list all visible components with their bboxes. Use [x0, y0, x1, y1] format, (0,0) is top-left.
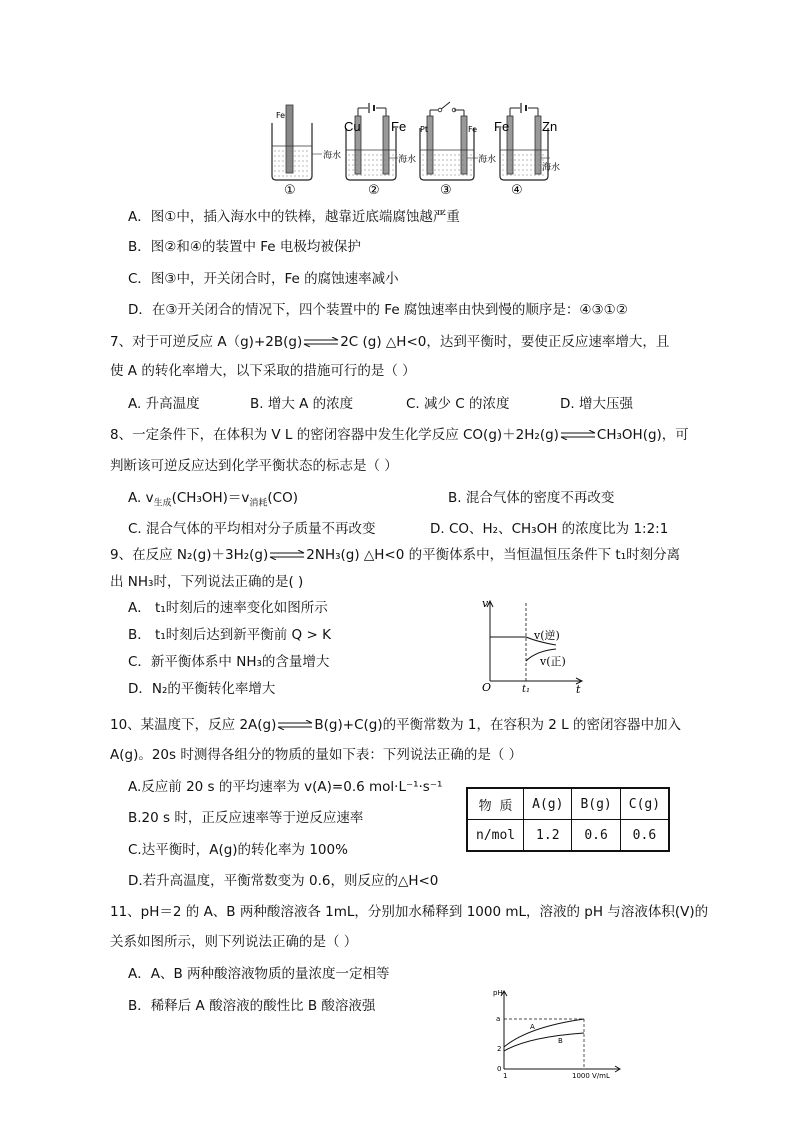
q11-stem-line-1: 11、pH＝2 的 A、B 两种酸溶液各 1mL，分别加水稀释到 1000 mL，溶液的 pH 与溶液体积(V)的 — [110, 904, 709, 920]
q8-stem-part-1: 8、一定条件下，在体积为 V L 的密闭容器中发生化学反应 CO(g)＋2H₂(g) — [110, 427, 559, 443]
q10-stem-line-2: A(g)。20s 时测得各组分的物质的量如下表：下列说法正确的是（ ） — [110, 747, 523, 763]
q9-graph-forward-rate-label: v(正) — [540, 655, 566, 668]
q8-option-a-sub-produce: 生成 — [153, 498, 172, 509]
table-cell: 0.6 — [572, 820, 620, 852]
q11-graph-y-0-label: 0 — [497, 1065, 502, 1073]
equilibrium-arrow-icon — [276, 720, 314, 730]
q9-graph-y-axis-label: v — [482, 597, 489, 610]
equilibrium-arrow-icon — [268, 550, 306, 560]
beaker-3-fe-label: Fe — [468, 125, 478, 134]
beaker-4-fe-label: Fe — [494, 119, 510, 134]
table-cell: 1.2 — [524, 820, 572, 852]
q11-graph-y-2-label: 2 — [497, 1045, 502, 1053]
table-header-cell: B(g) — [572, 788, 620, 820]
beaker-4-number: ④ — [511, 183, 523, 198]
q9-option-d: D．N₂的平衡转化率增大 — [128, 681, 276, 697]
table-cell: n/mol — [467, 820, 524, 852]
table-row — [467, 788, 669, 820]
beaker-4-water-label: 海水 — [542, 163, 561, 173]
q8-option-a-middle: (CH₃OH)＝v — [171, 490, 250, 506]
q10-option-b: B.20 s 时，正反应速率等于逆反应速率 — [128, 810, 364, 826]
q7-option-a: A. 升高温度 — [128, 396, 200, 412]
q10-option-c: C.达平衡时，A(g)的转化率为 100% — [128, 842, 348, 858]
beaker-1 — [272, 105, 341, 198]
q8-option-c: C. 混合气体的平均相对分子质量不再改变 — [128, 521, 376, 537]
table-header-cell: A(g) — [524, 788, 572, 820]
q7-stem-part-2: 2C (g) △H<0，达到平衡时，要使正反应速率增大，且 — [340, 334, 670, 350]
q11-graph-x-1-label: 1 — [503, 1072, 508, 1080]
q11-option-b: B．稀释后 A 酸溶液的酸性比 B 酸溶液强 — [128, 998, 376, 1014]
q10-amount-table — [466, 787, 670, 852]
q8-option-b: B. 混合气体的密度不再改变 — [448, 490, 615, 506]
corrosion-apparatus-figure — [268, 98, 568, 198]
q11-graph-x-1000-label: 1000 — [572, 1072, 590, 1080]
q10-stem-line-1 — [110, 716, 681, 734]
q9-option-c: C．新平衡体系中 NH₃的含量增大 — [128, 654, 330, 670]
q7-option-b: B. 增大 A 的浓度 — [250, 396, 354, 412]
q7-option-c: C. 减少 C 的浓度 — [406, 396, 510, 412]
q8-option-a — [128, 489, 298, 513]
q10-option-a: A.反应前 20 s 的平均速率为 v(A)=0.6 mol·L⁻¹·s⁻¹ — [128, 779, 443, 795]
beaker-3-number: ③ — [440, 183, 452, 198]
q11-option-a: A．A、B 两种酸溶液物质的量浓度一定相等 — [128, 966, 390, 982]
q9-stem-line-2: 出 NH₃时，下列说法正确的是( ) — [110, 574, 304, 590]
beaker-2-number: ② — [368, 183, 380, 198]
q8-option-a-v1: A. v — [128, 490, 154, 506]
beaker-2-fe-label: Fe — [391, 119, 407, 134]
q10-stem-part-1: 10、某温度下，反应 2A(g) — [110, 717, 277, 733]
q11-graph-curve-b-label: B — [558, 1037, 563, 1045]
q9-graph-x-axis-label: t — [576, 683, 581, 695]
q9-stem-part-2: 2NH₃(g) △H<0 的平衡体系中，当恒温恒压条件下 t₁时刻分离 — [306, 547, 681, 563]
table-row — [467, 820, 669, 852]
q9-option-a: A． t₁时刻后的速率变化如图所示 — [128, 600, 328, 616]
beaker-4 — [494, 103, 560, 198]
q6-option-b: B．图②和④的装置中 Fe 电极均被保护 — [128, 239, 361, 255]
q11-ph-volume-graph — [488, 985, 628, 1081]
beaker-1-water-label: 海水 — [323, 151, 342, 161]
beaker-3-pt-label: Pt — [420, 125, 428, 134]
q10-stem-part-2: B(g)+C(g)的平衡常数为 1，在容积为 2 L 的密闭容器中加入 — [314, 717, 681, 733]
q7-option-d: D. 增大压强 — [560, 396, 633, 412]
q9-option-b: B． t₁时刻后达到新平衡前 Q > K — [128, 627, 331, 643]
q9-graph-origin-label: O — [482, 681, 492, 694]
beaker-1-number: ① — [284, 183, 296, 198]
q9-graph-reverse-rate-label: v(逆) — [534, 629, 560, 642]
q9-stem-part-1: 9、在反应 N₂(g)＋3H₂(g) — [110, 547, 269, 563]
beaker-2-cu-label: Cu — [344, 119, 361, 134]
beaker-3-water-label: 海水 — [478, 155, 497, 165]
q9-rate-time-graph — [478, 595, 590, 695]
equilibrium-arrow-icon — [559, 430, 597, 440]
beaker-4-zn-label: Zn — [542, 119, 558, 134]
table-header-cell: C(g) — [620, 788, 669, 820]
equilibrium-arrow-icon — [302, 337, 340, 347]
q11-graph-x-axis-label: V/mL — [592, 1072, 610, 1080]
table-header-cell: 物 质 — [467, 788, 524, 820]
q6-option-a: A．图①中，插入海水中的铁棒，越靠近底端腐蚀越严重 — [128, 209, 460, 225]
q8-stem-line-2: 判断该可逆反应达到化学平衡状态的标志是（ ） — [110, 458, 398, 474]
q7-stem-line-1 — [110, 333, 669, 351]
q11-graph-y-a-label: a — [496, 1015, 501, 1023]
beaker-2-water-label: 海水 — [398, 155, 417, 165]
beaker-3 — [420, 102, 496, 198]
table-cell: 0.6 — [620, 820, 669, 852]
q11-graph-curve-a-label: A — [530, 1023, 535, 1031]
q11-stem-line-2: 关系如图所示，则下列说法正确的是（ ） — [110, 934, 358, 950]
q8-option-a-sub-consume: 消耗 — [249, 498, 268, 509]
q11-graph-y-axis-label: pH — [493, 989, 503, 997]
q10-option-d: D.若升高温度，平衡常数变为 0.6，则反应的△H<0 — [128, 873, 439, 889]
q6-option-c: C．图③中，开关闭合时，Fe 的腐蚀速率减小 — [128, 271, 399, 287]
q8-stem-line-1 — [110, 426, 689, 444]
q7-stem-line-2: 使 A 的转化率增大，以下采取的措施可行的是（ ） — [110, 363, 416, 379]
q6-option-d: D．在③开关闭合的情况下，四个装置中的 Fe 腐蚀速率由快到慢的顺序是：④③①② — [128, 302, 628, 318]
beaker-1-fe-label: Fe — [276, 111, 286, 120]
beaker-2 — [344, 103, 416, 198]
q8-stem-part-2: CH₃OH(g)，可 — [596, 427, 689, 443]
q7-stem-part-1: 7、对于可逆反应 A（g)+2B(g) — [110, 334, 303, 350]
q9-graph-t1-label: t₁ — [522, 684, 531, 695]
q8-option-d: D. CO、H₂、CH₃OH 的浓度比为 1:2:1 — [430, 521, 669, 537]
q9-stem-line-1 — [110, 546, 680, 564]
q8-option-a-end: (CO) — [267, 490, 298, 506]
